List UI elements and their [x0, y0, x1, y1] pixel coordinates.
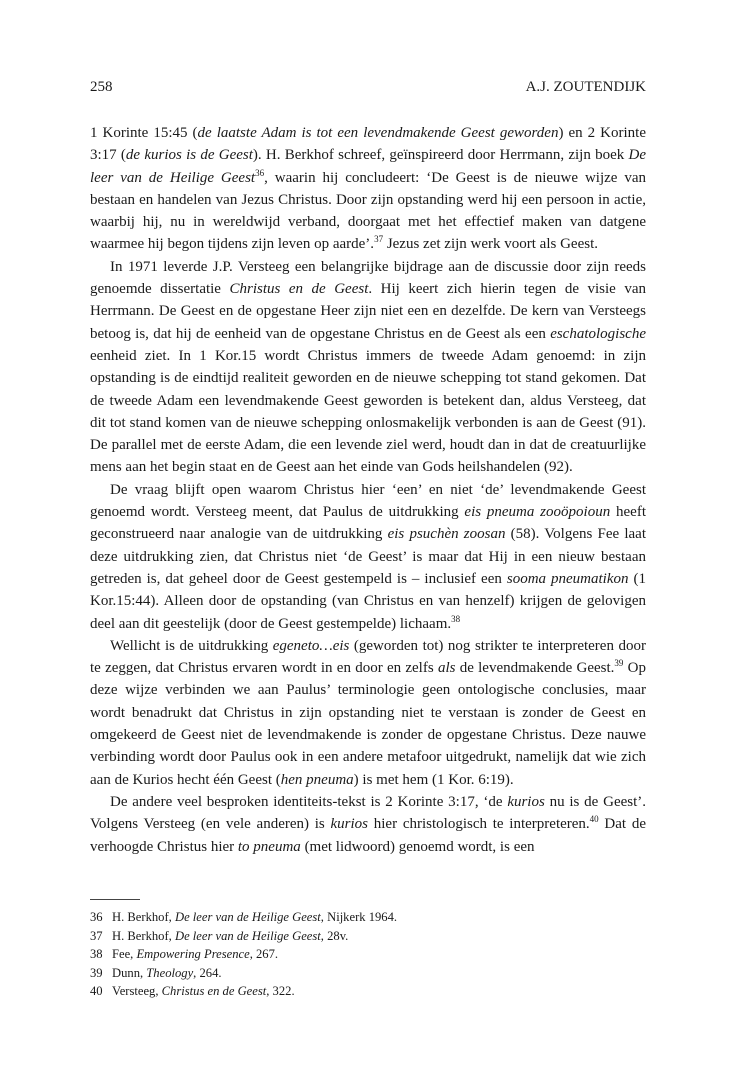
text-run: De andere veel besproken identiteits-tekst is 2 Korinte 3:17, ‘de — [110, 793, 508, 810]
italic-text: to pneuma — [237, 838, 301, 855]
paragraph — [90, 791, 646, 858]
footnote-ref: 36 — [255, 167, 265, 178]
text-run: H. Berkhof, — [112, 928, 175, 943]
italic-text: eis psuchèn zoosan — [387, 526, 506, 543]
footnote — [90, 945, 646, 964]
italic-text: Empowering Presence — [136, 947, 250, 962]
text-run: Dat de verhoogde Christus hier — [90, 816, 646, 855]
footnote-number: 38 — [90, 947, 103, 962]
footnote-number: 36 — [90, 910, 103, 924]
paragraph — [90, 479, 646, 635]
text-run: , 267. — [249, 947, 279, 962]
text-run: H. Berkhof, — [112, 910, 175, 924]
footnote-ref: 39 — [614, 658, 624, 669]
footnote-ref: 38 — [451, 613, 461, 624]
page-number: 258 — [90, 79, 113, 95]
text-run: (geworden tot) nog strikter te interpreteren door te zeggen, dat Christus ervaren wordt in en door en zelfs — [90, 637, 646, 677]
italic-text: sooma pneumatikon — [506, 570, 629, 587]
italic-text: Christus en de Geest — [229, 281, 369, 298]
body-text — [90, 122, 646, 858]
running-head: A.J. ZOUTENDIJK — [525, 79, 646, 95]
text-run: heeft geconstrueerd naar analogie van de uitdrukking — [90, 504, 646, 543]
text-run: De vraag blijft open waarom Christus hier ‘een’ en niet ‘de’ levendmakende Geest genoemd wordt. Versteeg meent, dat Paulus de uitdrukking — [90, 481, 646, 521]
footnote-text — [112, 964, 222, 983]
page-header — [90, 78, 646, 96]
text-run: de levendmakende Geest. — [455, 660, 615, 677]
text-run: (58). Volgens Fee laat deze uitdrukking zien, dat Christus niet ‘de Geest’ is maar dat Hij in een nieuw bestaan getreden is, dat geheel door de Geest gestempeld is – inclusief een — [90, 526, 646, 587]
footnote — [90, 964, 646, 983]
paragraph — [90, 256, 646, 479]
footnote-text — [112, 945, 278, 964]
italic-text: kurios — [330, 816, 369, 833]
text-run: Fee, — [112, 947, 137, 962]
footnote-number: 40 — [90, 984, 103, 999]
footnote-ref: 40 — [589, 814, 599, 825]
italic-text: egeneto…eis — [272, 637, 350, 654]
text-run: (1 Kor.15:44). Alleen door de opstanding (van Christus en van henzelf) krijgen de gelovigen deel aan dit geestelijk (door de Geest gestempelde) lichaam. — [90, 570, 647, 632]
footnote — [90, 982, 646, 1001]
text-run: (met lidwoord) genoemd wordt, is een — [300, 838, 535, 855]
paragraph — [90, 122, 646, 256]
footnote-number: 37 — [90, 928, 103, 943]
footnote — [90, 908, 646, 927]
text-run: , 322. — [266, 984, 295, 999]
text-run: Wellicht is de uitdrukking — [110, 637, 273, 654]
footnote-number: 39 — [90, 965, 103, 980]
text-run: Op deze wijze verbinden we aan Paulus’ terminologie geen ontologische conclusies, maar wordt benadrukt dat Christus in zijn opstanding niet te verstaan is zonder de Geest en omgekeerd de Geest niet de levendmakende is zonder de opgestane Christus. Deze nauwe verbinding wordt door Paulus ook in een andere metafoor uitgedrukt, namelijk dat wie zich aan de Kurios hecht één Geest ( — [90, 660, 646, 788]
text-run: Jezus zet zijn werk voort als Geest. — [383, 236, 598, 253]
footnote — [90, 927, 646, 946]
italic-text: Christus en de Geest — [161, 984, 267, 999]
text-run: ) is met hem (1 Kor. 6:19). — [353, 771, 514, 788]
footnote-text — [112, 908, 397, 927]
text-run: , waarin hij concludeert: ‘De Geest is de nieuwe wijze van bestaan en handelen van Jezus Christus. Door zijn opstanding werd hij een persoon in actie, waarbij hij, nu in wereldwijd verband, doorgaat met het effectief maken van datgene waarmee hij begon tijdens zijn leven op aarde’. — [90, 169, 646, 253]
text-run: ). H. Berkhof schreef, geïnspireerd door Herrmann, zijn boek — [252, 147, 629, 164]
text-run: Versteeg, — [112, 984, 162, 999]
italic-text: De leer van de Heilige Geest — [174, 928, 321, 943]
italic-text: Theology — [146, 965, 194, 980]
text-run: nu is de Geest’. Volgens Versteeg (en vele anderen) is — [90, 793, 647, 833]
text-run: ) en 2 Korinte 3:17 ( — [90, 125, 646, 164]
italic-text: eschatologische — [550, 325, 646, 342]
text-run: , 264. — [193, 965, 222, 980]
footnote-ref: 37 — [374, 234, 384, 245]
italic-text: de laatste Adam is tot een levendmakende Geest geworden — [197, 125, 559, 141]
italic-text: eis pneuma zooöpoioun — [464, 504, 611, 521]
text-run: eenheid ziet. In 1 Kor.15 wordt Christus immers de tweede Adam genoemd: in zijn opstanding is de eindtijd realiteit geworden en de nieuwe schepping tot stand gekomen. Dat de tweede Adam een levendmakende Geest geworden is betekent dan, aldus Versteeg, dat dit tot stand komen van de nieuwe schepping onlosmakelijk verbonden is aan de Geest (91). De parallel met de eerste Adam, die een levende ziel werd, houdt dan in dat de creatuurlijke mens aan het begin staat en de Geest aan het einde van Gods heilshandelen (92). — [90, 347, 646, 476]
paragraph — [90, 635, 646, 791]
text-run: . Hij keert zich hierin tegen de visie van Herrmann. De Geest en de opgestane Heer zijn niet een en dezelfde. De kern van Versteegs betoog is, dat hij de eenheid van de opgestane Christus en de Geest als een — [90, 281, 646, 342]
italic-text: kurios — [507, 793, 545, 810]
footnotes — [90, 908, 646, 1001]
text-run: 1 Korinte 15:45 ( — [90, 125, 198, 141]
text-run: Dunn, — [112, 965, 147, 980]
footnote-text — [112, 927, 348, 946]
footnote-separator — [90, 899, 140, 900]
italic-text: de kurios is de Geest — [125, 147, 253, 164]
text-run: , Nijkerk 1964. — [320, 910, 398, 924]
italic-text: De leer van de Heilige Geest — [90, 147, 646, 186]
text-run: , 28v. — [320, 928, 349, 943]
text-run: hier christologisch te interpreteren. — [368, 816, 590, 833]
italic-text: hen pneuma — [280, 771, 354, 788]
footnote-text — [112, 982, 295, 1001]
italic-text: De leer van de Heilige Geest — [174, 910, 321, 924]
italic-text: als — [437, 660, 456, 677]
text-run: In 1971 leverde J.P. Versteeg een belangrijke bijdrage aan de discussie door zijn reeds genoemde dissertatie — [90, 258, 646, 298]
